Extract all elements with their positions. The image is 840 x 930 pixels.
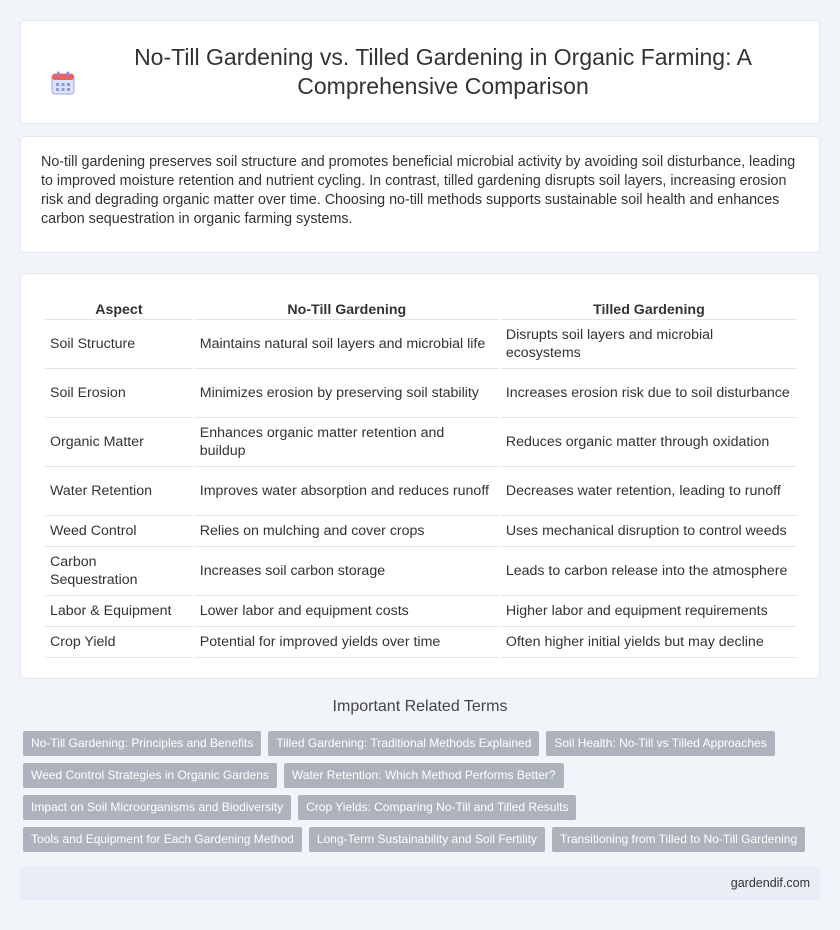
table-row <box>45 596 797 627</box>
table-cell-aspect: Crop Yield <box>45 627 193 658</box>
table-cell-no-till: Potential for improved yields over time <box>195 627 499 658</box>
related-tag[interactable]: Crop Yields: Comparing No-Till and Tilled Results <box>298 795 576 820</box>
table-cell-tilled: Higher labor and equipment requirements <box>501 596 797 627</box>
table-cell-tilled: Uses mechanical disruption to control weeds <box>501 516 797 547</box>
calendar-icon <box>50 70 76 96</box>
table-cell-tilled: Leads to carbon release into the atmosphere <box>501 547 797 596</box>
table-cell-no-till: Increases soil carbon storage <box>195 547 499 596</box>
table-row <box>45 547 797 596</box>
table-row <box>45 320 797 369</box>
table-cell-aspect: Labor & Equipment <box>45 596 193 627</box>
related-tags-row <box>23 763 823 788</box>
related-tag[interactable]: Long-Term Sustainability and Soil Fertility <box>309 827 545 852</box>
header-tilled: Tilled Gardening <box>501 296 797 320</box>
related-tag[interactable]: Impact on Soil Microorganisms and Biodiversity <box>23 795 291 820</box>
related-tag[interactable]: No-Till Gardening: Principles and Benefits <box>23 731 261 756</box>
table-cell-no-till: Minimizes erosion by preserving soil stability <box>195 369 499 418</box>
table-row <box>45 369 797 418</box>
related-tag[interactable]: Weed Control Strategies in Organic Gardens <box>23 763 277 788</box>
footer-site-link[interactable]: gardendif.com <box>730 876 810 890</box>
table-cell-tilled: Reduces organic matter through oxidation <box>501 418 797 467</box>
table-cell-no-till: Lower labor and equipment costs <box>195 596 499 627</box>
related-tag[interactable]: Water Retention: Which Method Performs Better? <box>284 763 564 788</box>
related-tag[interactable]: Transitioning from Tilled to No-Till Gardening <box>552 827 805 852</box>
table-cell-aspect: Water Retention <box>45 467 193 516</box>
related-tag[interactable]: Soil Health: No-Till vs Tilled Approaches <box>546 731 774 756</box>
footer <box>20 866 820 900</box>
table-row <box>45 418 797 467</box>
related-tag[interactable]: Tools and Equipment for Each Gardening Method <box>23 827 302 852</box>
intro-paragraph: No-till gardening preserves soil structure and promotes beneficial microbial activity by avoiding soil disturbance, leading to improved moisture retention and nutrient cycling. In contrast, tilled gardening disrupts soil layers, increasing erosion risk and degrading organic matter over time. Choosing no-till methods supports sustainable soil health and enhances carbon sequestration in organic farming systems. <box>41 154 796 227</box>
table-cell-tilled: Decreases water retention, leading to runoff <box>501 467 797 516</box>
header-no-till: No-Till Gardening <box>195 296 499 320</box>
table-cell-no-till: Maintains natural soil layers and microbial life <box>195 320 499 369</box>
related-tags-row <box>23 731 823 756</box>
table-header-row <box>45 296 797 320</box>
table-cell-tilled: Increases erosion risk due to soil disturbance <box>501 369 797 418</box>
table-row <box>45 467 797 516</box>
related-terms-heading: Important Related Terms <box>332 698 508 715</box>
table-cell-aspect: Soil Structure <box>45 320 193 369</box>
comparison-table <box>43 296 799 658</box>
title-card <box>20 20 820 124</box>
related-tags-row <box>23 827 823 852</box>
related-tags-row <box>23 795 823 820</box>
table-cell-aspect: Organic Matter <box>45 418 193 467</box>
intro-card <box>20 136 820 253</box>
comparison-table-card <box>20 273 820 679</box>
title-wrap <box>50 43 790 101</box>
table-cell-aspect: Carbon Sequestration <box>45 547 193 596</box>
table-row <box>45 627 797 658</box>
table-cell-tilled: Often higher initial yields but may decline <box>501 627 797 658</box>
table-row <box>45 516 797 547</box>
table-cell-aspect: Weed Control <box>45 516 193 547</box>
table-cell-no-till: Relies on mulching and cover crops <box>195 516 499 547</box>
page-title: No-Till Gardening vs. Tilled Gardening in Organic Farming: A Comprehensive Comparison <box>134 44 752 99</box>
related-tag[interactable]: Tilled Gardening: Traditional Methods Explained <box>268 731 539 756</box>
table-cell-no-till: Improves water absorption and reduces runoff <box>195 467 499 516</box>
table-cell-tilled: Disrupts soil layers and microbial ecosystems <box>501 320 797 369</box>
table-cell-no-till: Enhances organic matter retention and buildup <box>195 418 499 467</box>
header-aspect: Aspect <box>45 296 193 320</box>
table-cell-aspect: Soil Erosion <box>45 369 193 418</box>
